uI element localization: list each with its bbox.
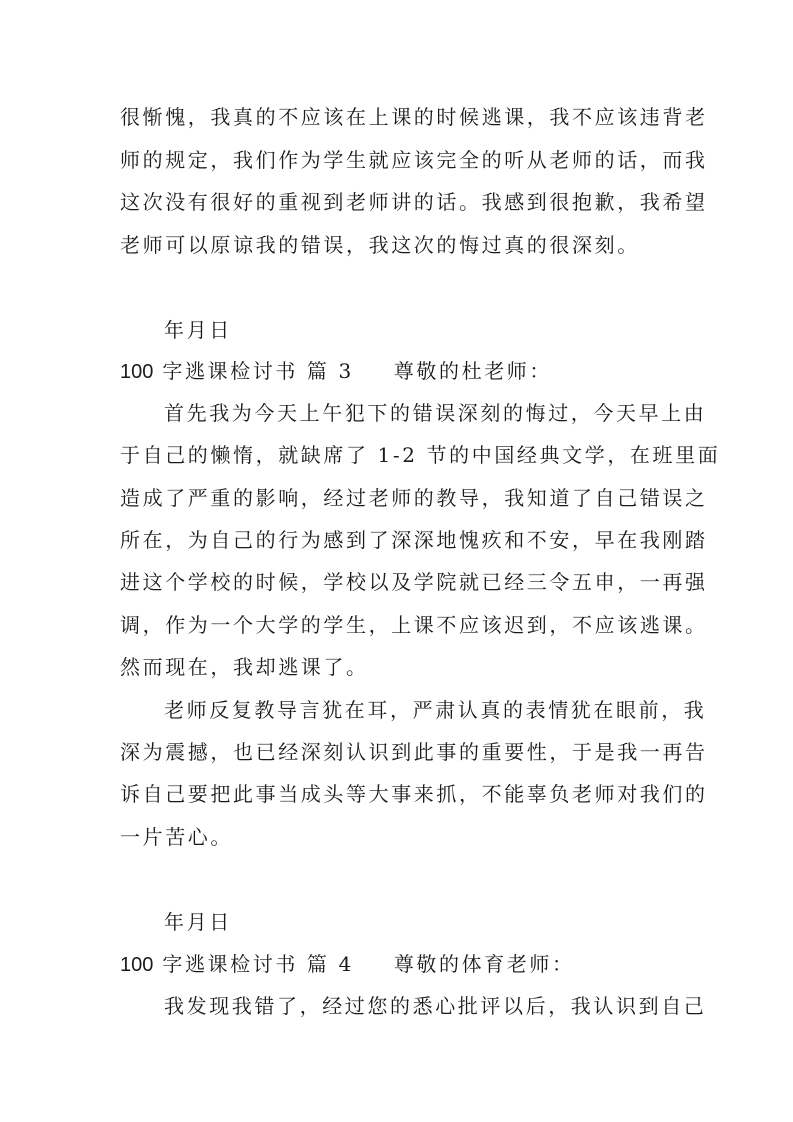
text-line: 于自己的懒惰，就缺席了 1-2 节的中国经典文学，在班里面 [120, 443, 721, 467]
heading-number: 100 [120, 361, 154, 383]
heading-section: 篇 3 [306, 359, 354, 383]
text-line: 然而现在，我却逃课了。 [120, 655, 369, 679]
text-line: 这次没有很好的重视到老师讲的话。我感到很抱歉，我希望 [120, 190, 708, 214]
text-line: 老师可以原谅我的错误，我这次的悔过真的很深刻。 [120, 233, 640, 257]
text-line: 深为震撼，也已经深刻认识到此事的重要性，于是我一再告 [120, 740, 708, 764]
heading-title: 字逃课检讨书 [162, 952, 298, 976]
text-line: 一片苦心。 [120, 825, 233, 849]
text-line: 所在，为自己的行为感到了深深地愧疚和不安，早在我刚踏 [120, 528, 708, 552]
text-line: 诉自己要把此事当成头等大事来抓，不能辜负老师对我们的 [120, 782, 708, 806]
text-line: 进这个学校的时候，学校以及学院就已经三令五申，一再强 [120, 570, 708, 594]
heading-number: 100 [120, 954, 154, 976]
text-line: 师的规定，我们作为学生就应该完全的听从老师的话，而我 [120, 148, 708, 172]
text-line: 造成了严重的影响，经过老师的教导，我知道了自己错误之 [120, 486, 708, 510]
heading-salutation: 尊敬的体育老师： [393, 952, 575, 976]
heading-salutation: 尊敬的杜老师： [393, 359, 553, 383]
text-line: 老师反复教导言犹在耳，严肃认真的表情犹在眼前，我 [164, 698, 707, 722]
date-line: 年月日 [164, 318, 232, 342]
section-heading-3 [120, 357, 680, 386]
heading-title: 字逃课检讨书 [162, 359, 298, 383]
text-line: 我发现我错了，经过您的悉心批评以后，我认识到自己 [164, 994, 707, 1018]
heading-section: 篇 4 [306, 952, 354, 976]
text-line: 调，作为一个大学的学生，上课不应该迟到，不应该逃课。 [120, 613, 708, 637]
section-heading-4 [120, 950, 680, 979]
text-line: 首先我为今天上午犯下的错误深刻的悔过，今天早上由 [164, 401, 707, 425]
date-line: 年月日 [164, 910, 232, 934]
text-line: 很惭愧，我真的不应该在上课的时候逃课，我不应该违背老 [120, 105, 708, 129]
